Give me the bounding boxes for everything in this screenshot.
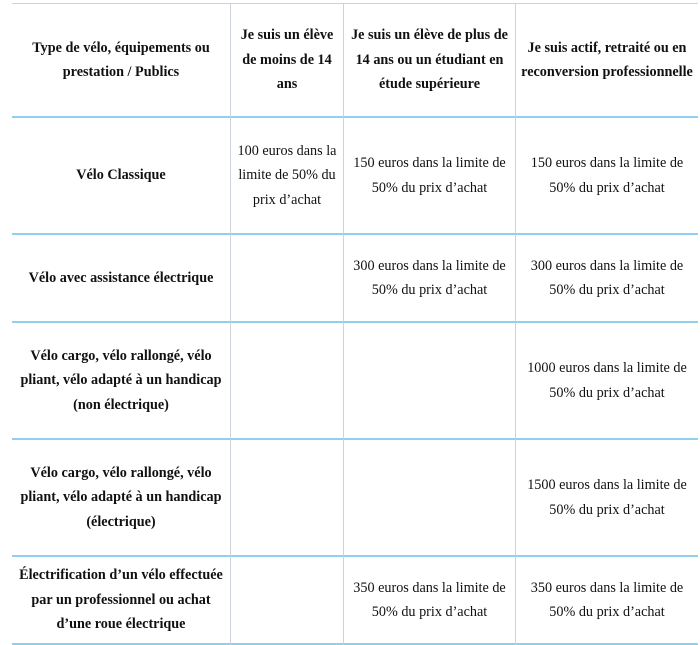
header-bike-type [12, 4, 231, 118]
cell-text: 1500 euros dans la limite de 50% du prix d’achat [527, 477, 687, 518]
row-label-cargo-electric [12, 440, 231, 557]
cell-electrification-under-14 [231, 557, 344, 645]
cell-cargo-electric-active [516, 440, 698, 557]
cell-electric-assist-over-14 [344, 235, 516, 323]
cell-cargo-non-electric-over-14 [344, 323, 516, 440]
row-label-note: (électrique) [86, 513, 156, 530]
subsidy-table [12, 3, 698, 645]
cell-electric-assist-active [516, 235, 698, 323]
cell-cargo-electric-under-14 [231, 440, 344, 557]
cell-classic-over-14 [344, 118, 516, 235]
header-active-retired [516, 4, 698, 118]
row-label-note: (non électrique) [73, 396, 169, 413]
header-under-14 [231, 4, 344, 118]
header-over-14-student-text: Je suis un élève de plus de 14 ans ou un étudiant en étude supérieure [351, 27, 508, 93]
row-label-wrapper [16, 344, 226, 418]
cell-text: 100 euros dans la limite de 50% du prix d’achat [237, 142, 337, 208]
header-active-retired-text: Je suis actif, retraité ou en reconversion professionnelle [521, 39, 693, 80]
cell-text: 350 euros dans la limite de 50% du prix d’achat [353, 579, 506, 620]
row-label-electric-assist [12, 235, 231, 323]
cell-text: 300 euros dans la limite de 50% du prix d’achat [530, 257, 684, 298]
cell-text: 150 euros dans la limite de 50% du prix d’achat [530, 155, 684, 196]
cell-cargo-non-electric-active [516, 323, 698, 440]
header-bike-type-text: Type de vélo, équipements ou prestation / Publics [32, 39, 210, 80]
row-label-electrification [12, 557, 231, 645]
row-label-text: Vélo avec assistance électrique [28, 269, 214, 286]
cell-classic-active [516, 118, 698, 235]
header-under-14-text: Je suis un élève de moins de 14 ans [240, 27, 334, 93]
row-label-text: Vélo Classique [76, 167, 166, 184]
cell-cargo-non-electric-under-14 [231, 323, 344, 440]
row-label-text: Vélo cargo, vélo rallongé, vélo pliant, vélo adapté à un handicap [20, 347, 222, 389]
cell-cargo-electric-over-14 [344, 440, 516, 557]
row-label-cargo-non-electric [12, 323, 231, 440]
cell-text: 300 euros dans la limite de 50% du prix d’achat [353, 257, 506, 298]
row-label-classic [12, 118, 231, 235]
row-label-text: Vélo cargo, vélo rallongé, vélo pliant, vélo adapté à un handicap [20, 464, 222, 506]
cell-text: 1000 euros dans la limite de 50% du prix d’achat [527, 360, 687, 401]
row-label-wrapper [16, 461, 226, 535]
cell-text: 350 euros dans la limite de 50% du prix d’achat [530, 579, 684, 620]
cell-classic-under-14 [231, 118, 344, 235]
header-over-14-student [344, 4, 516, 118]
row-label-text: Électrification d’un vélo effectuée par un professionnel ou achat d’une roue électrique [19, 567, 223, 633]
cell-text: 150 euros dans la limite de 50% du prix d’achat [353, 155, 506, 196]
cell-electrification-over-14 [344, 557, 516, 645]
cell-electrification-active [516, 557, 698, 645]
cell-electric-assist-under-14 [231, 235, 344, 323]
